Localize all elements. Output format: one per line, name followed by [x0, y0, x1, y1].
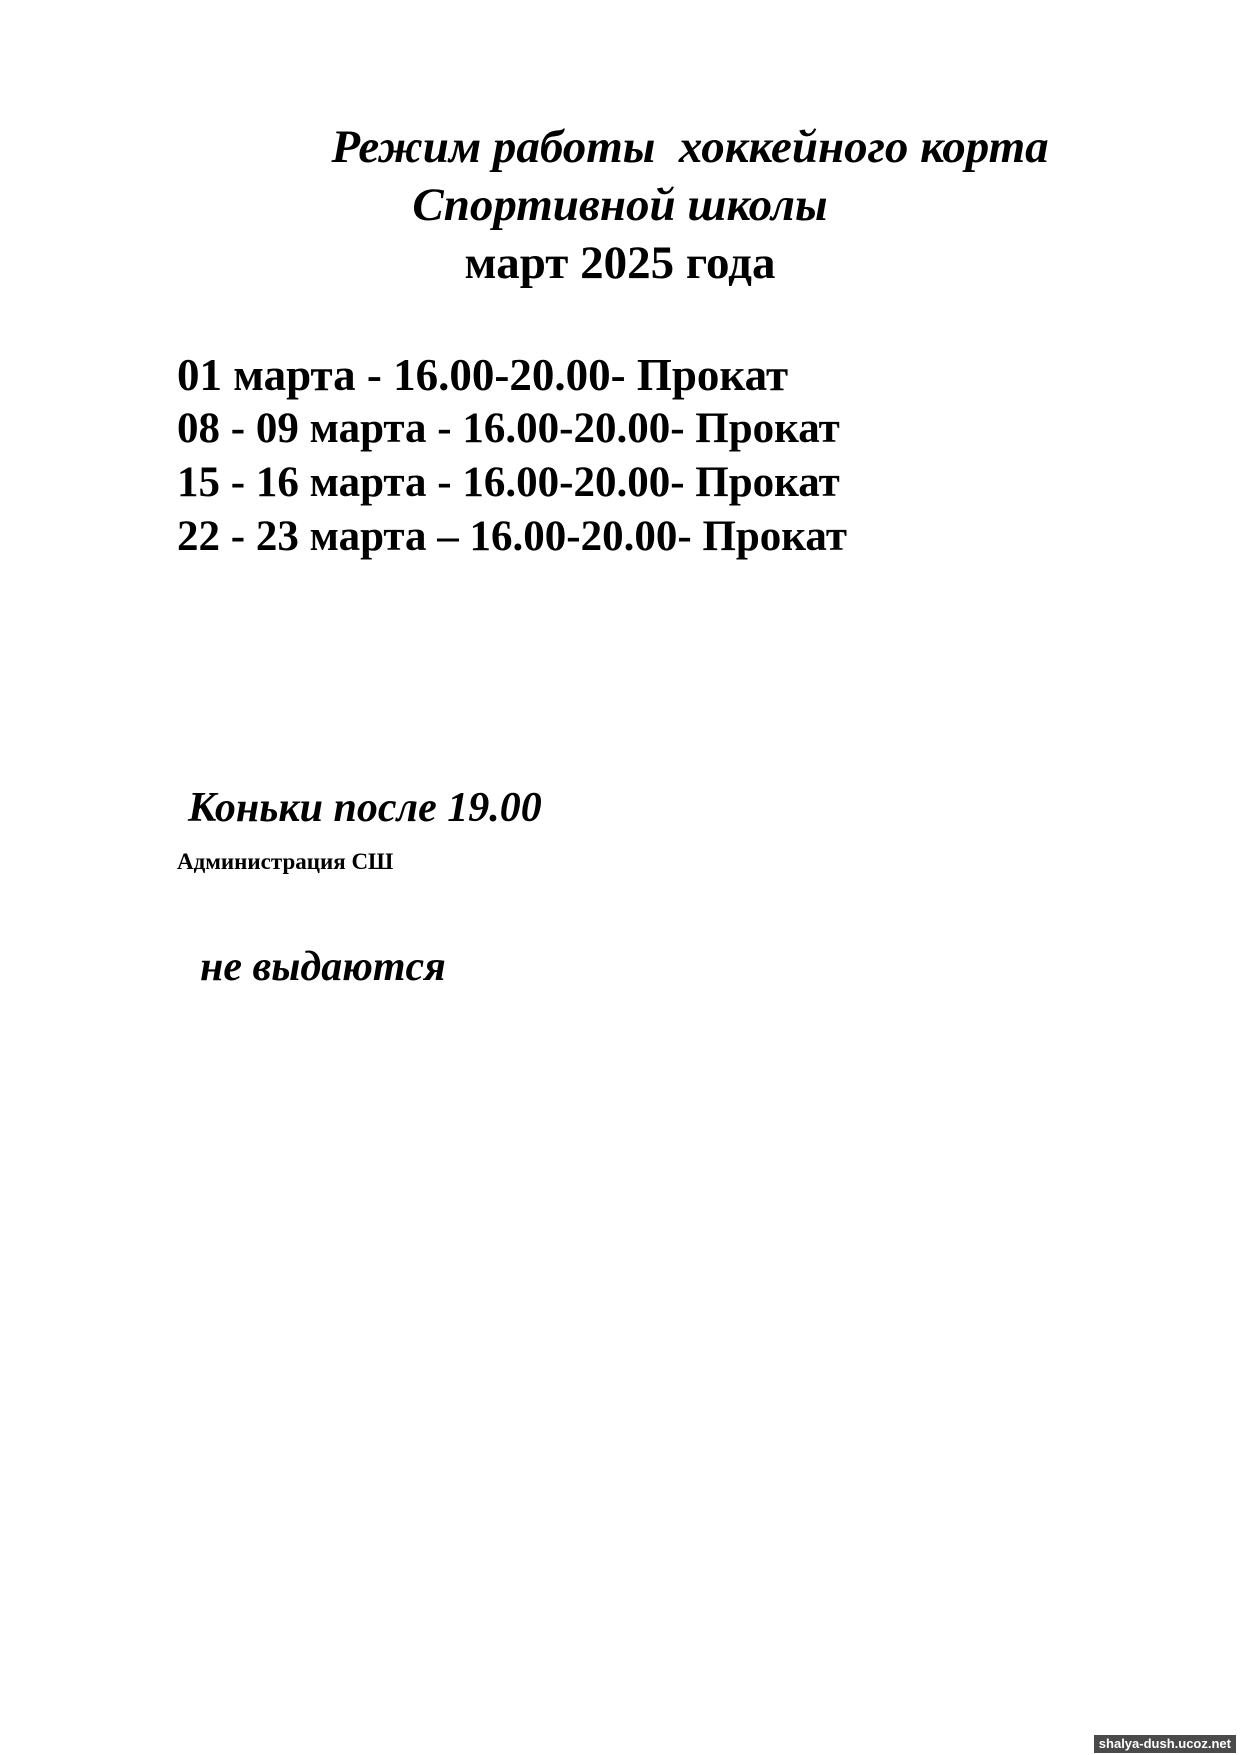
- document-title: [0, 118, 1240, 292]
- title-line-2: Спортивной школы: [412, 179, 828, 231]
- site-watermark: shalya-dush.ucoz.net: [1094, 1735, 1236, 1753]
- signature: Администрация СШ: [177, 849, 394, 874]
- schedule-item: 22 - 23 марта – 16.00-20.00- Прокат: [177, 513, 847, 560]
- title-line-1: Режим работы хоккейного корта: [331, 121, 1049, 173]
- schedule-item: 15 - 16 марта - 16.00-20.00- Прокат: [177, 459, 840, 506]
- title-line-3: март 2025 года: [464, 237, 776, 289]
- schedule-list: [177, 348, 847, 564]
- schedule-item: 08 - 09 марта - 16.00-20.00- Прокат: [177, 405, 840, 452]
- schedule-item: 01 марта - 16.00-20.00- Прокат: [177, 350, 789, 400]
- note-line-1: Коньки после 19.00: [188, 785, 542, 831]
- note-line-2: не выдаются: [200, 944, 446, 990]
